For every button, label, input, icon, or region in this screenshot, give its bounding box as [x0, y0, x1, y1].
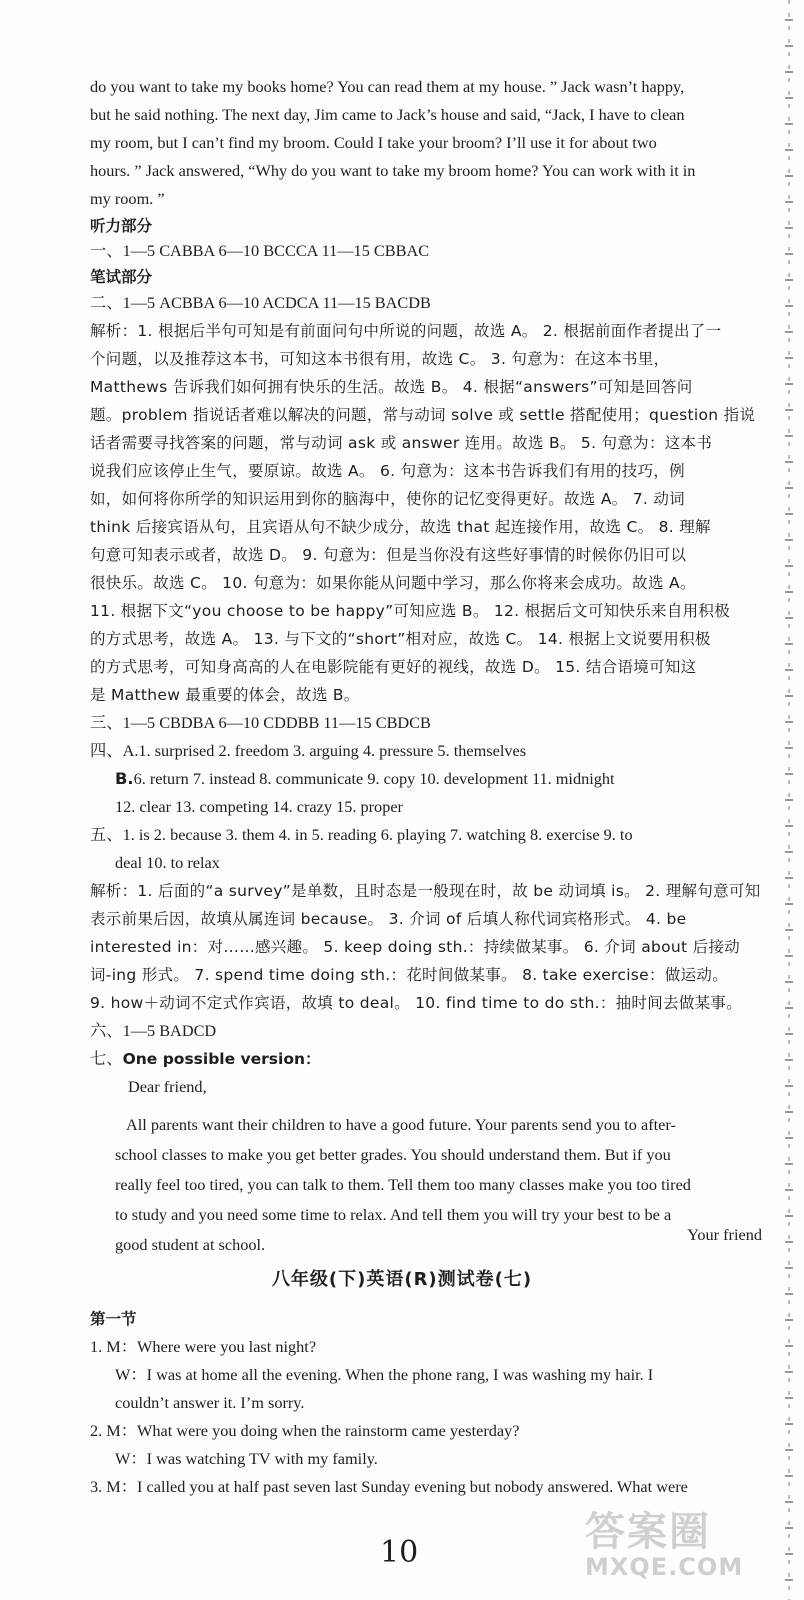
watermark-logo [585, 1500, 743, 1581]
explanation-line: Matthews 告诉我们如何拥有快乐的生活。故选 B。 4. 根据“answers”可知是回答问 [90, 378, 693, 396]
writing-heading-text: One possible version： [122, 1050, 321, 1068]
text-line: do you want to take my books home? You can read them at my house. ” Jack wasn’t happy, [90, 77, 685, 96]
answer-line: 六、1—5 BADCD [90, 1021, 217, 1040]
explanation-line: interested in：对……感兴趣。 5. keep doing sth.：持续做某事。 6. 介词 about 后接动 [90, 938, 741, 956]
section-label: 五、 [90, 825, 123, 844]
explanation-line: 是 Matthew 最重要的体会，故选 B。 [90, 686, 360, 704]
explanation-line: 句意可知表示或者，故选 D。 9. 句意为：但是当你没有这些好事情的时候你仍旧可以 [90, 546, 687, 564]
dialogue-line: 1. M：Where were you last night? [90, 1337, 317, 1356]
answer-text: 1. is 2. because 3. them 4. in 5. reading 6. playing 7. watching 8. exercise 9. to [122, 825, 633, 844]
letter-line: school classes to make you get better grades. You should understand them. But if you [115, 1145, 671, 1164]
explanation-line: 解析：1. 后面的“a survey”是单数，且时态是一般现在时，故 be 动词填 is。 2. 理解句意可知 [90, 882, 761, 900]
explanation-line: 解析：1. 根据后半句可知是有前面问句中所说的问题，故选 A。 2. 根据前面作者提出了一 [90, 322, 722, 340]
explanation-line: 表示前果后因，故填从属连词 because。 3. 介词 of 后填人称代词宾格形式。 4. be [90, 910, 687, 928]
watermark-top: 答案圈 [585, 1509, 711, 1555]
explanation-line: 的方式思考，可知身高高的人在电影院能有更好的视线，故选 D。 15. 结合语境可知这 [90, 658, 697, 676]
watermark-bottom: MXQE.COM [585, 1553, 744, 1581]
answer-line [90, 822, 764, 848]
writing-heading [90, 1046, 764, 1072]
explanation-line: 题。problem 指说话者难以解决的问题，常与动词 solve 或 settle 搭配使用；question 指说 [90, 406, 756, 424]
explanation-line: think 后接宾语从句，且宾语从句不缺少成分，故选 that 起连接作用，故选 C。 8. 理解 [90, 518, 711, 536]
text-line: my room. ” [90, 189, 165, 208]
heading-listening: 听力部分 [90, 217, 153, 235]
dialogue-line: 3. M：I called you at half past seven last Sunday evening but nobody answered. What were [90, 1477, 688, 1496]
answer-text: 1. surprised 2. freedom 3. arguing 4. pressure 5. themselves [138, 741, 527, 760]
section-title: 八年级(下)英语(R)测试卷(七) [271, 1269, 533, 1290]
dialogue-line: couldn’t answer it. I’m sorry. [115, 1393, 305, 1412]
dialogue-line: W：I was watching TV with my family. [115, 1449, 378, 1468]
subsection-heading: 第一节 [90, 1310, 137, 1328]
dialogue-line: W：I was at home all the evening. When the phone rang, I was washing my hair. I [115, 1365, 654, 1384]
text-line: my room, but I can’t find my broom. Could I take your broom? I’ll use it for about two [90, 133, 657, 152]
text-line: hours. ” Jack answered, “Why do you want to take my broom home? You can work with it in [90, 161, 696, 180]
answer-line: 二、1—5 ACBBA 6—10 ACDCA 11—15 BACDB [90, 293, 431, 312]
answer-line: 三、1—5 CBDBA 6—10 CDDBB 11—15 CBDCB [90, 713, 431, 732]
answer-line: 12. clear 13. competing 14. crazy 15. proper [115, 797, 403, 816]
explanation-line: 9. how＋动词不定式作宾语，故填 to deal。 10. find time to do sth.：抽时间去做某事。 [90, 994, 743, 1012]
text-line: but he said nothing. The next day, Jim came to Jack’s house and said, “Jack, I have to clean [90, 105, 685, 124]
explanation-line: 词-ing 形式。 7. spend time doing sth.：花时间做某事。 8. take exercise：做运动。 [90, 966, 729, 984]
explanation-line: 说我们应该停止生气，要原谅。故选 A。 6. 句意为：这本书告诉我们有用的技巧，例 [90, 462, 685, 480]
letter-signoff: Your friend [687, 1225, 762, 1244]
answer-line [115, 766, 764, 792]
answer-text: 6. return 7. instead 8. communicate 9. copy 10. development 11. midnight [133, 769, 615, 788]
answer-line [90, 738, 764, 764]
letter-line: good student at school. [115, 1235, 266, 1254]
section-label: B. [115, 769, 134, 788]
letter-line: Dear friend, [128, 1077, 207, 1096]
letter-line: All parents want their children to have a good future. Your parents send you to after- [126, 1115, 676, 1134]
letter-line: really feel too tired, you can talk to them. Tell them too many classes make you too tired [115, 1175, 691, 1194]
dialogue-line: 2. M：What were you doing when the rainstorm came yesterday? [90, 1421, 520, 1440]
explanation-line: 11. 根据下文“you choose to be happy”可知应选 B。 12. 根据后文可知快乐来自用积极 [90, 602, 731, 620]
explanation-line: 话者需要寻找答案的问题，常与动词 ask 或 answer 连用。故选 B。 5. 句意为：这本书 [90, 434, 713, 452]
explanation-line: 如，如何将你所学的知识运用到你的脑海中，使你的记忆变得更好。故选 A。 7. 动词 [90, 490, 685, 508]
section-label: 四、A. [90, 741, 139, 760]
page-number: 10 [380, 1535, 419, 1570]
answer-line: deal 10. to relax [115, 853, 220, 872]
section-label: 七、 [90, 1049, 123, 1068]
heading-written: 笔试部分 [90, 268, 153, 286]
explanation-line: 个问题，以及推荐这本书，可知这本书很有用，故选 C。 3. 句意为：在这本书里， [90, 350, 670, 368]
answer-line: 一、1—5 CABBA 6—10 BCCCA 11—15 CBBAC [90, 241, 430, 260]
binding-edge-icon [774, 0, 804, 1600]
letter-line: to study and you need some time to relax. And tell them you will try your best to be a [115, 1205, 672, 1224]
explanation-line: 的方式思考，故选 A。 13. 与下文的“short”相对应，故选 C。 14. 根据上文说要用积极 [90, 630, 711, 648]
explanation-line: 很快乐。故选 C。 10. 句意为：如果你能从问题中学习，那么你将来会成功。故选 A。 [90, 574, 696, 592]
